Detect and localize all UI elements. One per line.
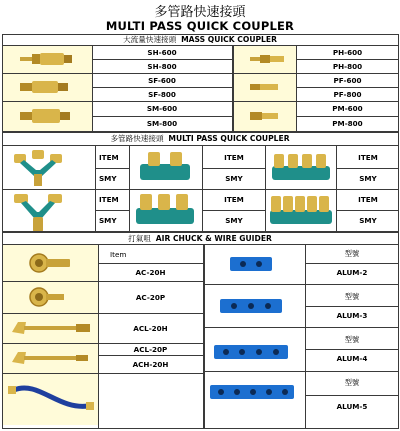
socket-male-coupler-icon (20, 108, 80, 124)
page-title-cn: 多管路快速接頭 (154, 4, 246, 20)
alum-block-4-icon (212, 342, 290, 362)
alum-model: ALUM-3 (336, 310, 368, 320)
mass-right-model: PF-600 (333, 75, 362, 85)
chuck-item-model: AC-20H (135, 267, 166, 277)
multi-smy-label: SMY (225, 216, 243, 225)
plug-hose-icon (250, 54, 286, 64)
alum-model-header: 型號 (344, 378, 360, 387)
multi-item-label: ITEM (358, 195, 378, 204)
mass-right-model: PH-600 (332, 47, 363, 57)
mass-left-model: SM-800 (146, 119, 178, 128)
alum-model-header: 型號 (344, 335, 360, 344)
multi-item-label: ITEM (99, 152, 119, 162)
multi-item-label: ITEM (224, 152, 244, 162)
y-coupler-brass-icon (12, 148, 64, 188)
manifold-3-way-icon (132, 192, 198, 230)
air-chuck-plug-icon (28, 286, 72, 308)
multi-item-label: ITEM (358, 152, 378, 162)
chuck-item-header: Item (110, 249, 127, 259)
long-air-chuck-plug-icon (10, 348, 92, 368)
manifold-4-way-icon (270, 152, 332, 184)
alum-block-5-icon (208, 382, 296, 402)
chuck-item-model: AC-20P (135, 292, 166, 302)
multi-smy-label: SMY (359, 174, 377, 183)
multi-smy-label: SMY (99, 216, 117, 225)
multi-heading-en: MULTI PASS QUICK COUPLER (168, 134, 290, 143)
socket-female-coupler-icon (20, 80, 80, 94)
alum-model: ALUM-5 (336, 401, 368, 411)
mass-left-model: SF-600 (148, 75, 176, 85)
alum-model: ALUM-2 (336, 267, 368, 277)
chuck-item-model: ACL-20H (133, 323, 168, 333)
mass-left-model: SH-800 (147, 61, 177, 71)
mass-right-model: PF-800 (333, 89, 362, 99)
mass-right-model: PM-600 (332, 104, 363, 113)
multi-smy-label: SMY (99, 174, 117, 183)
multi-heading-cn: 多管路快速接頭 (110, 134, 164, 143)
y-coupler-teal-icon (12, 192, 64, 234)
alum-block-2-icon (228, 254, 274, 274)
alum-block-3-icon (218, 296, 284, 316)
chuck-heading-en: AIR CHUCK & WIRE GUIDER (155, 233, 272, 243)
mass-section-heading (0, 34, 400, 45)
mass-left-model: SH-600 (147, 47, 177, 57)
socket-hose-coupler-icon (20, 52, 80, 66)
multi-item-label: ITEM (99, 195, 119, 204)
chuck-item-model: ACL-20P (133, 344, 168, 354)
chuck-heading-cn: 打氣咀 (128, 233, 151, 243)
chuck-item-model: ACH-20H (132, 359, 169, 369)
multi-smy-label: SMY (359, 216, 377, 225)
manifold-2-way-icon (134, 150, 196, 184)
mass-right-model: PH-800 (332, 61, 363, 71)
alum-model-header: 型號 (344, 292, 360, 301)
plug-female-icon (250, 82, 286, 92)
multi-section-heading (0, 132, 400, 145)
page-title-en: MULTI PASS QUICK COUPLER (105, 19, 295, 33)
plug-male-icon (250, 110, 286, 122)
chuck-section-heading (0, 232, 400, 244)
alum-model: ALUM-4 (336, 353, 368, 363)
mass-heading-en: MASS QUICK COUPLER (181, 35, 277, 44)
long-air-chuck-hose-icon (10, 318, 92, 338)
mass-heading-cn: 大流量快速接頭 (123, 35, 177, 44)
multi-item-label: ITEM (224, 195, 244, 204)
manifold-5-way-icon (268, 194, 334, 228)
air-chuck-hose-icon (28, 252, 72, 274)
mass-right-model: PM-800 (332, 119, 363, 128)
wire-guider-hose-icon (8, 380, 94, 420)
multi-smy-label: SMY (225, 174, 243, 183)
mass-left-model: SF-800 (148, 89, 176, 99)
mass-left-model: SM-600 (146, 104, 178, 113)
alum-model-header: 型號 (344, 249, 360, 258)
